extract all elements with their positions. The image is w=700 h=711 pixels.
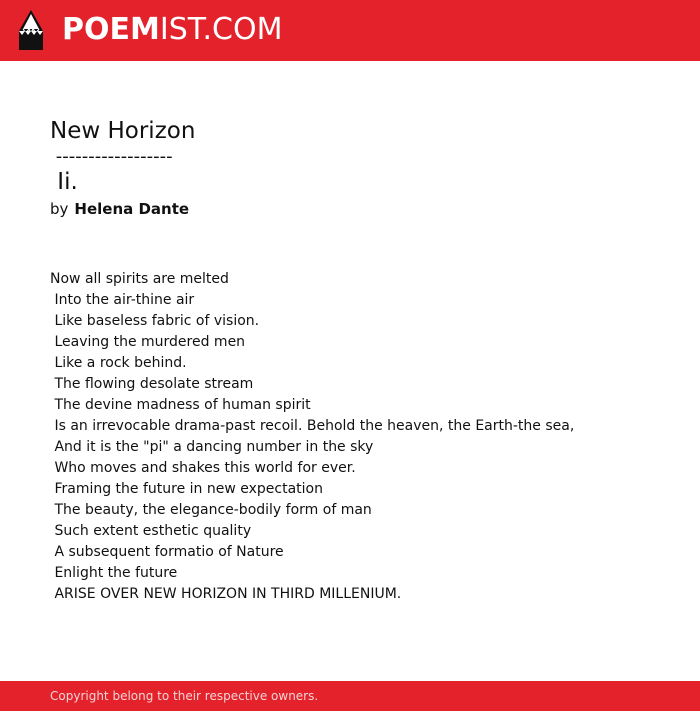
author-name: Helena Dante: [74, 200, 190, 218]
logo-text-light: IST.COM: [159, 12, 283, 47]
site-logo[interactable]: [62, 12, 282, 48]
copyright-text: Copyright belong to their respective owners.: [50, 689, 319, 703]
poem-line: Leaving the murdered men: [50, 334, 246, 350]
poem-line: The devine madness of human spirit: [50, 397, 311, 413]
poem-line: Who moves and shakes this world for ever.: [50, 460, 356, 476]
poem-line: Into the air-thine air: [50, 292, 195, 308]
pencil-icon[interactable]: [18, 9, 44, 51]
poem-title: New Horizon: [50, 118, 196, 144]
site-header: [0, 0, 700, 61]
title-separator: ------------------: [50, 146, 173, 167]
by-label: by: [50, 200, 69, 218]
logo-text-bold: POEM: [62, 12, 160, 47]
poem-line: The flowing desolate stream: [50, 376, 254, 392]
poem-line: And it is the "pi" a dancing number in the sky: [50, 439, 374, 455]
poem-body: [50, 269, 574, 605]
poem-line: Now all spirits are melted: [50, 271, 229, 287]
poem-line: Like a rock behind.: [50, 355, 187, 371]
poem-line: Enlight the future: [50, 565, 178, 581]
poem-line: The beauty, the elegance-bodily form of man: [50, 502, 372, 518]
poem-line: Framing the future in new expectation: [50, 481, 323, 497]
byline: [50, 199, 189, 219]
poem-line: Like baseless fabric of vision.: [50, 313, 260, 329]
poem-line: ARISE OVER NEW HORIZON IN THIRD MILLENIUM.: [50, 586, 402, 602]
site-footer: [0, 681, 700, 711]
poem-line: Is an irrevocable drama-past recoil. Behold the heaven, the Earth-the sea,: [50, 418, 575, 434]
poem-line: Such extent esthetic quality: [50, 523, 252, 539]
poem-subtitle: Ii.: [50, 169, 78, 195]
poem-line: A subsequent formatio of Nature: [50, 544, 284, 560]
